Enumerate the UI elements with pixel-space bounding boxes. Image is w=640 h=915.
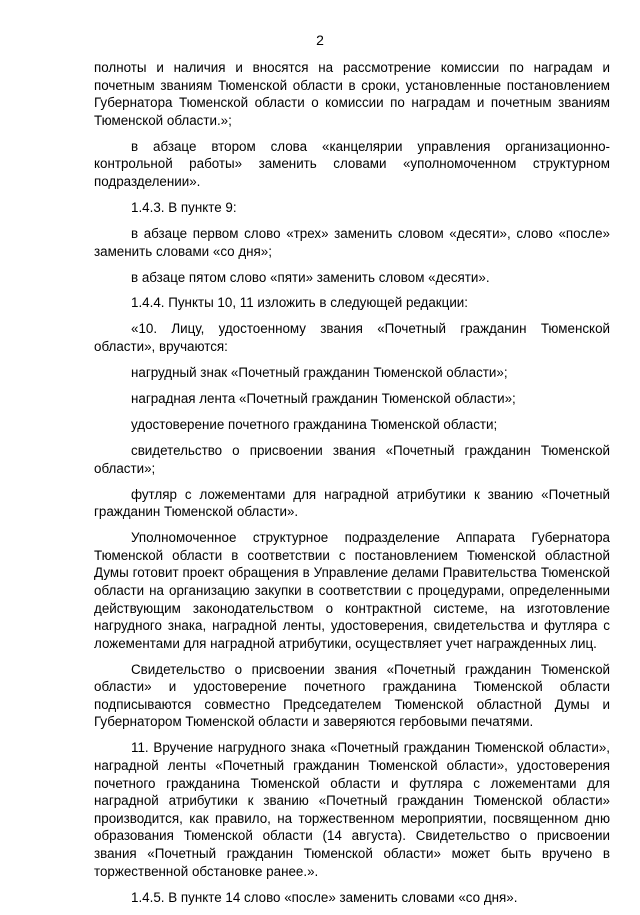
- page-number: 2: [316, 32, 324, 48]
- paragraph-procurement: Уполномоченное структурное подразделение Аппарата Губернатора Тюменской области в соответствии с постановлением Тюменской областной Думы готовит проект обращения в Управление делами Правительства Тюменской области на организацию закупки в соответствии с процедурами, определенными действующим законодательством о контрактной системе, на изготовление нагрудного знака, наградной ленты, удостоверения, свидетельства и футляра с ложементами для наградной атрибутики, осуществляет учет награжденных лиц.: [94, 530, 610, 651]
- paragraph-amendment-abzac-second: в абзаце втором слова «канцелярии управления организационно-контрольной работы» заменить словами «уполномоченном структурном подразделении».: [94, 138, 610, 189]
- paragraph-list-id-card: удостоверение почетного гражданина Тюменской области;: [131, 417, 498, 433]
- paragraph-continuation: полноты и наличия и вносятся на рассмотрение комиссии по наградам и почетным званиям Тюменской области в сроки, установленные постановлением Губернатора Тюменской области о комиссии по наградам и почетным званиям Тюменской области.»;: [94, 60, 610, 128]
- paragraph-amendment-abzac-first: в абзаце первом слово «трех» заменить словом «десяти», слово «после» заменить словами «со дня»;: [94, 225, 610, 259]
- paragraph-signing: Свидетельство о присвоении звания «Почетный гражданин Тюменской области» и удостоверение почетного гражданина Тюменской области подписываются совместно Председателем Тюменской областной Думы и Губернатором Тюменской области и заверяются гербовыми печатями.: [94, 661, 610, 730]
- paragraph-heading-1-4-5: 1.4.5. В пункте 14 слово «после» заменить словами «со дня».: [131, 889, 518, 905]
- paragraph-list-ribbon: наградная лента «Почетный гражданин Тюменской области»;: [131, 391, 516, 407]
- paragraph-item-10: «10. Лицу, удостоенному звания «Почетный гражданин Тюменской области», вручаются:: [94, 321, 610, 355]
- paragraph-list-badge: нагрудный знак «Почетный гражданин Тюменской области»;: [131, 365, 508, 381]
- paragraph-item-11: 11. Вручение нагрудного знака «Почетный гражданин Тюменской области», наградной ленты «Почетный гражданин Тюменской области», удостоверения почетного гражданина Тюменской области и футляра с ложементами для наградной атрибутики к званию «Почетный гражданин Тюменской области» производится, как правило, на торжественном мероприятии, посвященном дню образования Тюменской области (14 августа). Свидетельство о присвоении звания «Почетный гражданин Тюменской области» может быть вручено в торжественной обстановке ранее.».: [94, 740, 610, 879]
- document-body: [94, 59, 610, 915]
- paragraph-heading-1-4-3: 1.4.3. В пункте 9:: [131, 199, 237, 215]
- paragraph-list-certificate: свидетельство о присвоении звания «Почетный гражданин Тюменской области»;: [94, 443, 610, 476]
- paragraph-amendment-abzac-fifth: в абзаце пятом слово «пяти» заменить словом «десяти».: [131, 269, 490, 285]
- paragraph-heading-1-4-4: 1.4.4. Пункты 10, 11 изложить в следующей редакции:: [131, 295, 469, 311]
- paragraph-list-case: футляр с ложементами для наградной атрибутики к званию «Почетный гражданин Тюменской области».: [94, 486, 610, 520]
